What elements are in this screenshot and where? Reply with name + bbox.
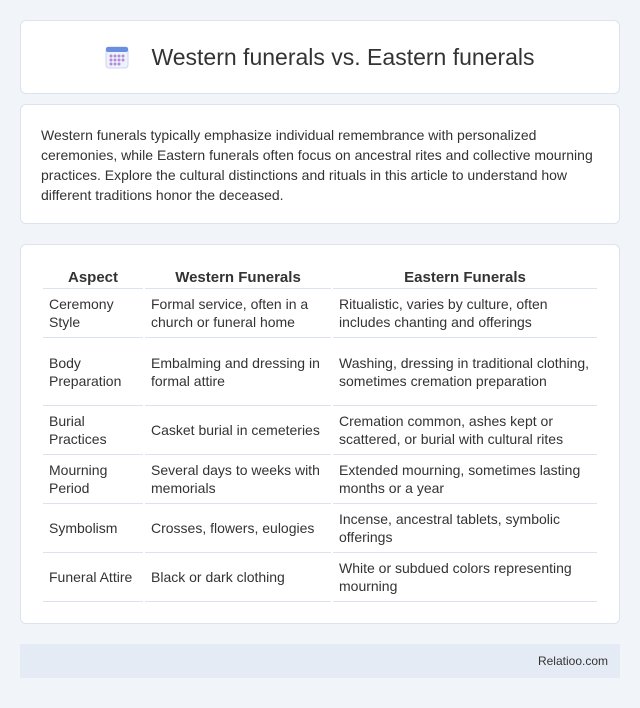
table-row bbox=[43, 338, 597, 406]
footer-brand: Relatioo.com bbox=[537, 654, 608, 668]
cell-western: Embalming and dressing in formal attire bbox=[145, 338, 331, 406]
cell-western: Crosses, flowers, eulogies bbox=[145, 504, 331, 553]
cell-eastern: Ritualistic, varies by culture, often includes chanting and offerings bbox=[333, 289, 597, 338]
cell-aspect: Symbolism bbox=[43, 504, 143, 553]
title-wrap bbox=[105, 44, 534, 71]
column-header-eastern: Eastern Funerals bbox=[333, 265, 597, 289]
comparison-table bbox=[41, 265, 599, 602]
cell-aspect: Ceremony Style bbox=[43, 289, 143, 338]
intro-paragraph: Western funerals typically emphasize individual remembrance with personalized ceremonies, while Eastern funerals often focus on ancestral rites and collective mourning practices. Explore the cultural distinctions and rituals in this article to understand how different traditions honor the deceased. bbox=[41, 127, 593, 203]
table-row bbox=[43, 406, 597, 455]
cell-eastern: Cremation common, ashes kept or scattered, or burial with cultural rites bbox=[333, 406, 597, 455]
cell-aspect: Funeral Attire bbox=[43, 553, 143, 602]
table-row bbox=[43, 455, 597, 504]
intro-card bbox=[20, 104, 620, 224]
page-title: Western funerals vs. Eastern funerals bbox=[151, 43, 535, 70]
cell-western: Casket burial in cemeteries bbox=[145, 406, 331, 455]
cell-aspect: Mourning Period bbox=[43, 455, 143, 504]
column-header-aspect: Aspect bbox=[43, 265, 143, 289]
table-row bbox=[43, 553, 597, 602]
column-header-western: Western Funerals bbox=[145, 265, 331, 289]
footer-bar bbox=[20, 644, 620, 678]
cell-eastern: Incense, ancestral tablets, symbolic offerings bbox=[333, 504, 597, 553]
header-card bbox=[20, 20, 620, 94]
cell-western: Several days to weeks with memorials bbox=[145, 455, 331, 504]
cell-aspect: Body Preparation bbox=[43, 338, 143, 406]
table-header-row bbox=[43, 265, 597, 289]
calendar-icon bbox=[105, 45, 129, 69]
comparison-table-card bbox=[20, 244, 620, 624]
cell-western: Formal service, often in a church or funeral home bbox=[145, 289, 331, 338]
table-row bbox=[43, 504, 597, 553]
cell-aspect: Burial Practices bbox=[43, 406, 143, 455]
table-row bbox=[43, 289, 597, 338]
cell-eastern: White or subdued colors representing mourning bbox=[333, 553, 597, 602]
cell-eastern: Extended mourning, sometimes lasting months or a year bbox=[333, 455, 597, 504]
cell-eastern: Washing, dressing in traditional clothing, sometimes cremation preparation bbox=[333, 338, 597, 406]
cell-western: Black or dark clothing bbox=[145, 553, 331, 602]
